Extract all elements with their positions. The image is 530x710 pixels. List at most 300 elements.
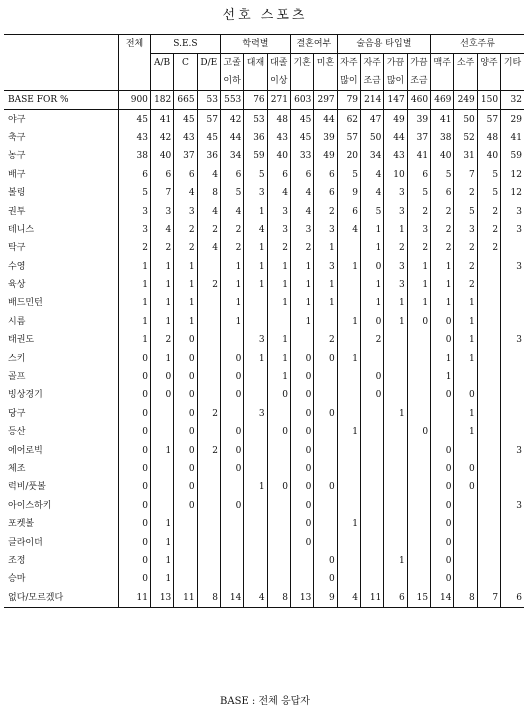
cell-value: 0 — [119, 460, 151, 478]
cell-value: 48 — [477, 129, 500, 147]
cell-value — [314, 441, 337, 459]
cell-value: 11 — [174, 589, 197, 608]
cell-value: 6 — [314, 184, 337, 202]
cell-value — [337, 552, 360, 570]
cell-value: 0 — [361, 386, 384, 404]
cell-value — [197, 515, 220, 533]
cell-value — [431, 423, 454, 441]
row-label: 등산 — [8, 427, 26, 438]
cell-value: 6 — [501, 589, 524, 608]
cell-value — [477, 478, 500, 496]
cell-value: 2 — [197, 441, 220, 459]
cell-value: 2 — [454, 184, 477, 202]
cell-value: 297 — [314, 91, 337, 110]
cell-value: 3 — [174, 202, 197, 220]
table-row — [4, 552, 524, 570]
cell-value: 147 — [384, 91, 407, 110]
cell-value: 0 — [119, 478, 151, 496]
cell-value: 3 — [290, 221, 313, 239]
row-label: 조정 — [8, 555, 26, 566]
cell-value: 1 — [220, 313, 243, 331]
cell-value — [267, 515, 290, 533]
subheader-label-line2: 이하 — [220, 72, 243, 91]
cell-value — [384, 368, 407, 386]
cell-value: 2 — [431, 221, 454, 239]
cell-value: 0 — [431, 441, 454, 459]
cell-value: 460 — [407, 91, 430, 110]
cell-value: 1 — [174, 313, 197, 331]
cell-value: 40 — [150, 147, 173, 165]
cell-value: 39 — [407, 110, 430, 129]
cell-value — [290, 331, 313, 349]
header-blank — [4, 54, 119, 73]
header-group-ses: S.E.S — [150, 35, 220, 54]
cell-value: 1 — [361, 276, 384, 294]
subheader-label: C — [174, 54, 197, 73]
cell-value — [197, 570, 220, 588]
cell-value — [314, 533, 337, 551]
cell-value: 1 — [267, 258, 290, 276]
cell-value — [384, 497, 407, 515]
cell-value: 57 — [477, 110, 500, 129]
cell-value: 2 — [314, 202, 337, 220]
cell-value: 1 — [454, 331, 477, 349]
cell-value — [197, 368, 220, 386]
cell-value: 0 — [174, 460, 197, 478]
cell-value — [220, 570, 243, 588]
cell-value — [314, 386, 337, 404]
cell-value — [337, 239, 360, 257]
base-row — [4, 91, 524, 110]
cell-value: 1 — [220, 276, 243, 294]
cell-value: 1 — [384, 552, 407, 570]
cell-value: 0 — [174, 368, 197, 386]
cell-value — [407, 460, 430, 478]
subheader-label-line2 — [501, 72, 524, 91]
cell-value: 0 — [290, 405, 313, 423]
cell-value: 0 — [150, 386, 173, 404]
cell-value — [220, 515, 243, 533]
subheader-label-line2: 많이 — [337, 72, 360, 91]
cell-value: 4 — [244, 221, 267, 239]
row-label: 아이스하키 — [8, 500, 52, 511]
cell-value: 7 — [150, 184, 173, 202]
cell-value — [477, 405, 500, 423]
table-row — [4, 313, 524, 331]
cell-value: 59 — [501, 147, 524, 165]
cell-value: 4 — [290, 184, 313, 202]
cell-value — [244, 386, 267, 404]
cell-value — [174, 552, 197, 570]
subheader-label: 맥주 — [431, 54, 454, 73]
cell-value: 3 — [384, 276, 407, 294]
cell-value — [501, 239, 524, 257]
cell-value: 0 — [174, 497, 197, 515]
cell-value: 6 — [431, 184, 454, 202]
cell-value — [337, 478, 360, 496]
cell-value — [477, 497, 500, 515]
cell-value — [501, 423, 524, 441]
cell-value — [197, 460, 220, 478]
cell-value: 2 — [454, 239, 477, 257]
cell-value: 2 — [197, 276, 220, 294]
cell-value — [407, 386, 430, 404]
cell-value: 7 — [454, 166, 477, 184]
cell-value — [267, 313, 290, 331]
cell-value: 2 — [477, 221, 500, 239]
subheader-label: 가끔 — [407, 54, 430, 73]
cell-value: 42 — [150, 129, 173, 147]
cell-value: 0 — [267, 423, 290, 441]
cell-value — [244, 515, 267, 533]
row-label: 에어로빅 — [8, 445, 43, 456]
cell-value: 6 — [384, 589, 407, 608]
cell-value: 0 — [119, 423, 151, 441]
subheader-label: 소주 — [454, 54, 477, 73]
subheader-label: 자주 — [361, 54, 384, 73]
cell-value — [244, 441, 267, 459]
row-label: 스키 — [8, 353, 26, 364]
subheader-label-line2 — [150, 72, 173, 91]
cell-value — [337, 331, 360, 349]
cell-value: 3 — [244, 331, 267, 349]
subheader-label-line2 — [244, 72, 267, 91]
table-row — [4, 239, 524, 257]
cell-value: 3 — [384, 184, 407, 202]
cell-value: 53 — [244, 110, 267, 129]
cell-value — [314, 423, 337, 441]
cell-value: 0 — [407, 313, 430, 331]
cell-value: 1 — [119, 258, 151, 276]
cell-value — [361, 497, 384, 515]
cell-value — [384, 386, 407, 404]
cell-value — [477, 294, 500, 312]
cell-value: 0 — [119, 386, 151, 404]
cell-value: 76 — [244, 91, 267, 110]
cell-value: 0 — [454, 386, 477, 404]
cell-value: 14 — [220, 589, 243, 608]
header-group-education: 학력별 — [220, 35, 290, 54]
footnote: BASE : 전체 응답자 — [220, 696, 310, 707]
cell-value: 5 — [454, 202, 477, 220]
cell-value: 1 — [150, 258, 173, 276]
cell-value — [477, 349, 500, 367]
cell-value — [337, 368, 360, 386]
page-title: 선호 스포츠 — [222, 8, 308, 23]
cell-value: 0 — [431, 533, 454, 551]
cell-value — [384, 515, 407, 533]
cell-value: 4 — [197, 202, 220, 220]
cell-value: 12 — [501, 184, 524, 202]
cell-value: 0 — [220, 349, 243, 367]
cell-value — [454, 497, 477, 515]
cell-value: 6 — [407, 166, 430, 184]
cell-value: 45 — [174, 110, 197, 129]
header-group-marital: 결혼여부 — [290, 35, 337, 54]
cell-value — [477, 533, 500, 551]
cell-value: 2 — [454, 258, 477, 276]
cell-value: 0 — [220, 368, 243, 386]
table-row — [4, 147, 524, 165]
cell-value: 8 — [197, 184, 220, 202]
cell-value — [267, 460, 290, 478]
row-label: 권투 — [8, 206, 26, 217]
cell-value: 0 — [431, 386, 454, 404]
subheader-label-line2: 많이 — [384, 72, 407, 91]
cell-value: 0 — [267, 386, 290, 404]
cell-value: 0 — [361, 368, 384, 386]
cell-value: 271 — [267, 91, 290, 110]
cell-value: 1 — [407, 294, 430, 312]
cell-value — [501, 276, 524, 294]
table-row — [4, 349, 524, 367]
cell-value — [197, 258, 220, 276]
cell-value: 4 — [197, 239, 220, 257]
cell-value: 7 — [477, 589, 500, 608]
cell-value — [337, 570, 360, 588]
cell-value: 1 — [244, 478, 267, 496]
cell-value: 0 — [431, 497, 454, 515]
cell-value — [384, 349, 407, 367]
cell-value — [314, 313, 337, 331]
cell-value: 603 — [290, 91, 313, 110]
cell-value — [150, 497, 173, 515]
cell-value: 11 — [119, 589, 151, 608]
cell-value: 41 — [150, 110, 173, 129]
cell-value: 1 — [119, 294, 151, 312]
cell-value: 29 — [501, 110, 524, 129]
cell-value: 43 — [119, 129, 151, 147]
cell-value — [407, 497, 430, 515]
cell-value: 1 — [431, 276, 454, 294]
cell-value — [314, 497, 337, 515]
cell-value — [244, 423, 267, 441]
cell-value: 214 — [361, 91, 384, 110]
cell-value — [220, 552, 243, 570]
cell-value: 1 — [384, 313, 407, 331]
cell-value: 5 — [220, 184, 243, 202]
cell-value: 31 — [454, 147, 477, 165]
cell-value: 0 — [119, 515, 151, 533]
row-label: 육상 — [8, 280, 26, 291]
cell-value: 249 — [454, 91, 477, 110]
cell-value: 1 — [267, 331, 290, 349]
table-row — [4, 497, 524, 515]
cell-value — [384, 423, 407, 441]
cell-value: 0 — [314, 570, 337, 588]
cell-value: 0 — [407, 423, 430, 441]
table-row — [4, 276, 524, 294]
cell-value: 0 — [220, 423, 243, 441]
cell-value — [197, 423, 220, 441]
cell-value: 1 — [454, 349, 477, 367]
cell-value: 1 — [290, 313, 313, 331]
cell-value: 0 — [220, 460, 243, 478]
cell-value: 1 — [384, 405, 407, 423]
cell-value: 0 — [454, 460, 477, 478]
table-row — [4, 258, 524, 276]
cell-value: 2 — [454, 276, 477, 294]
cell-value: 1 — [431, 258, 454, 276]
cell-value — [361, 349, 384, 367]
cell-value: 1 — [244, 258, 267, 276]
cell-value: 1 — [314, 294, 337, 312]
subheader-label: 양주 — [477, 54, 500, 73]
cell-value: 3 — [150, 202, 173, 220]
cell-value — [477, 276, 500, 294]
cell-value — [477, 313, 500, 331]
cell-value: 0 — [220, 497, 243, 515]
cell-value: 6 — [267, 166, 290, 184]
cell-value: 4 — [290, 202, 313, 220]
cell-value — [174, 515, 197, 533]
cell-value: 1 — [314, 276, 337, 294]
cell-value: 1 — [337, 515, 360, 533]
row-label: 야구 — [8, 114, 26, 125]
cell-value: 3 — [384, 258, 407, 276]
cell-value: 37 — [407, 129, 430, 147]
cell-value — [197, 478, 220, 496]
cell-value: 8 — [454, 589, 477, 608]
table-row — [4, 368, 524, 386]
cell-value: 6 — [337, 202, 360, 220]
table-row — [4, 515, 524, 533]
cell-value — [477, 423, 500, 441]
cell-value — [477, 460, 500, 478]
cell-value: 10 — [384, 166, 407, 184]
cell-value — [220, 478, 243, 496]
cell-value: 3 — [314, 221, 337, 239]
cell-value — [244, 313, 267, 331]
cell-value — [477, 570, 500, 588]
cell-value — [220, 533, 243, 551]
cell-value: 0 — [119, 533, 151, 551]
cell-value — [454, 515, 477, 533]
cell-value: 37 — [174, 147, 197, 165]
cell-value — [314, 368, 337, 386]
cell-value: 14 — [431, 589, 454, 608]
cell-value: 1 — [150, 441, 173, 459]
row-label: 배구 — [8, 169, 26, 180]
cell-value: 3 — [119, 202, 151, 220]
row-label: 당구 — [8, 408, 26, 419]
cell-value: 0 — [174, 331, 197, 349]
cell-value — [150, 478, 173, 496]
cell-value — [407, 368, 430, 386]
row-label: 태권도 — [8, 335, 35, 346]
row-label: 배드민턴 — [8, 298, 43, 309]
subheader-label-line2: 조금 — [361, 72, 384, 91]
cell-value: 1 — [150, 276, 173, 294]
cell-value: 2 — [220, 239, 243, 257]
cell-value: 34 — [220, 147, 243, 165]
cell-value — [337, 386, 360, 404]
cell-value: 1 — [290, 276, 313, 294]
cell-value — [454, 368, 477, 386]
cell-value: 52 — [454, 129, 477, 147]
cell-value: 182 — [150, 91, 173, 110]
table-row — [4, 166, 524, 184]
row-label: 럭비/풋볼 — [8, 482, 46, 493]
cell-value — [244, 497, 267, 515]
header-total: 전체 — [119, 35, 151, 91]
cell-value: 0 — [431, 313, 454, 331]
cell-value — [384, 478, 407, 496]
table-row — [4, 441, 524, 459]
cell-value: 0 — [119, 405, 151, 423]
cell-value: 0 — [174, 349, 197, 367]
cell-value: 41 — [431, 110, 454, 129]
cell-value — [361, 441, 384, 459]
cell-value: 2 — [477, 239, 500, 257]
cell-value: 469 — [431, 91, 454, 110]
cell-value: 1 — [290, 294, 313, 312]
header-group-drinking: 술음용 타입별 — [337, 35, 430, 54]
cell-value: 1 — [384, 294, 407, 312]
cell-value: 1 — [337, 423, 360, 441]
row-label: 탁구 — [8, 243, 26, 254]
cell-value: 13 — [150, 589, 173, 608]
cell-value: 3 — [384, 202, 407, 220]
cell-value: 45 — [197, 129, 220, 147]
subheader-label-line2 — [454, 72, 477, 91]
cell-value — [454, 533, 477, 551]
table-row — [4, 533, 524, 551]
cell-value — [150, 460, 173, 478]
cell-value: 45 — [119, 110, 151, 129]
cell-value: 50 — [454, 110, 477, 129]
cell-value: 42 — [220, 110, 243, 129]
cell-value: 1 — [454, 313, 477, 331]
cell-value — [197, 349, 220, 367]
cell-value: 0 — [314, 478, 337, 496]
cell-value: 0 — [174, 423, 197, 441]
table-row — [4, 331, 524, 349]
subheader-label-line2: 이상 — [267, 72, 290, 91]
cell-value: 6 — [150, 166, 173, 184]
table-row — [4, 478, 524, 496]
cell-value: 1 — [220, 294, 243, 312]
cell-value — [361, 533, 384, 551]
row-label: 축구 — [8, 132, 26, 143]
cell-value — [501, 460, 524, 478]
cell-value: 0 — [119, 497, 151, 515]
cell-value: 0 — [174, 441, 197, 459]
cell-value: 0 — [290, 515, 313, 533]
header-blank — [4, 35, 119, 54]
cell-value: 59 — [244, 147, 267, 165]
cell-value: 1 — [431, 349, 454, 367]
cell-value: 3 — [501, 221, 524, 239]
cell-value: 2 — [174, 239, 197, 257]
cell-value: 62 — [337, 110, 360, 129]
cell-value — [361, 515, 384, 533]
cell-value: 0 — [290, 386, 313, 404]
cell-value: 38 — [119, 147, 151, 165]
row-label: 골프 — [8, 372, 26, 383]
cell-value: 1 — [337, 349, 360, 367]
row-label: 승마 — [8, 574, 26, 585]
cell-value: 33 — [290, 147, 313, 165]
cell-value: 0 — [290, 497, 313, 515]
cell-value: 3 — [407, 221, 430, 239]
row-label: 수영 — [8, 261, 26, 272]
cell-value: 1 — [244, 239, 267, 257]
cell-value: 1 — [267, 276, 290, 294]
cell-value: 2 — [361, 331, 384, 349]
cell-value: 0 — [267, 478, 290, 496]
cell-value: 2 — [431, 239, 454, 257]
